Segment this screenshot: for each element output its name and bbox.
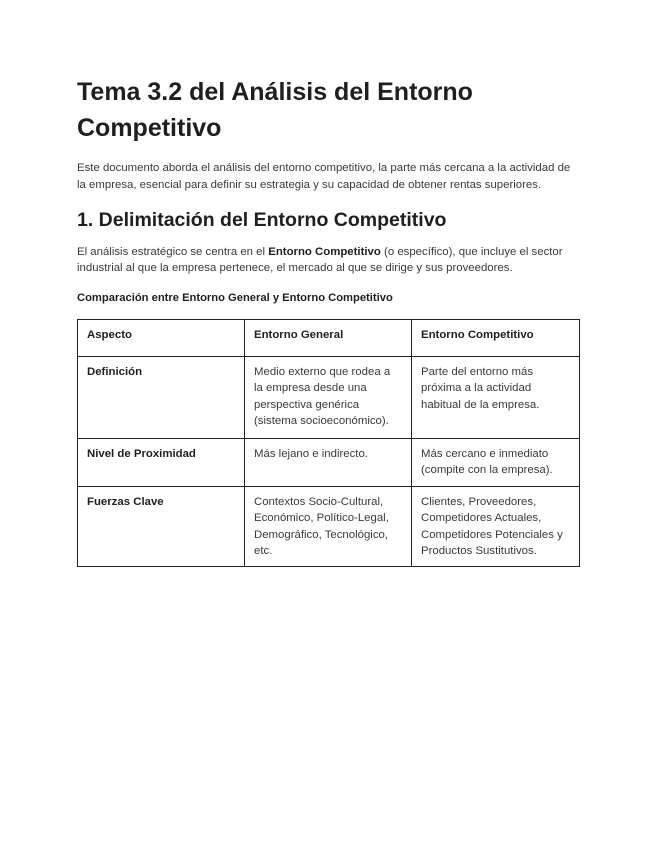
document-page (77, 74, 579, 567)
paragraph-bold-term: Entorno Competitivo (268, 246, 381, 258)
intro-paragraph: Este documento aborda el análisis del entorno competitivo, la parte más cercana a la actividad de la empresa, esencial para definir su estrategia y su capacidad de obtener rentas superiores. (77, 162, 571, 191)
section-paragraph (77, 244, 579, 276)
table-cell: Más cercano e inmediato (compite con la empresa). (412, 438, 580, 486)
table-cell: Clientes, Proveedores, Competidores Actuales, Competidores Potenciales y Productos Sustitutivos. (412, 486, 580, 566)
table-header-cell: Aspecto (78, 320, 245, 357)
table-cell: Contextos Socio-Cultural, Económico, Político-Legal, Demográfico, Tecnológico, etc. (245, 486, 412, 566)
table-cell-aspect: Nivel de Proximidad (78, 438, 245, 486)
paragraph-text-end: (o específico), que incluye el sector industrial al que la empresa pertenece, el mercado al que se dirige y sus proveedores. (77, 246, 563, 274)
paragraph-text-start: El análisis estratégico se centra en el (77, 246, 269, 258)
table-cell-aspect: Fuerzas Clave (78, 486, 245, 566)
table-cell-aspect: Definición (78, 356, 245, 438)
section-heading: 1. Delimitación del Entorno Competitivo (77, 209, 447, 231)
table-header-cell: Entorno Competitivo (412, 320, 580, 357)
document-title: Tema 3.2 del Análisis del Entorno Competitivo (77, 78, 473, 142)
table-row (78, 356, 580, 438)
table-header-row (78, 320, 580, 357)
table-caption: Comparación entre Entorno General y Entorno Competitivo (77, 292, 393, 304)
table-header-cell: Entorno General (245, 320, 412, 357)
table-row (78, 486, 580, 566)
table-cell: Medio externo que rodea a la empresa desde una perspectiva genérica (sistema socioeconómico). (245, 356, 412, 438)
table-cell: Parte del entorno más próxima a la actividad habitual de la empresa. (412, 356, 580, 438)
table-row (78, 438, 580, 486)
comparison-table (77, 319, 580, 567)
table-cell: Más lejano e indirecto. (245, 438, 412, 486)
